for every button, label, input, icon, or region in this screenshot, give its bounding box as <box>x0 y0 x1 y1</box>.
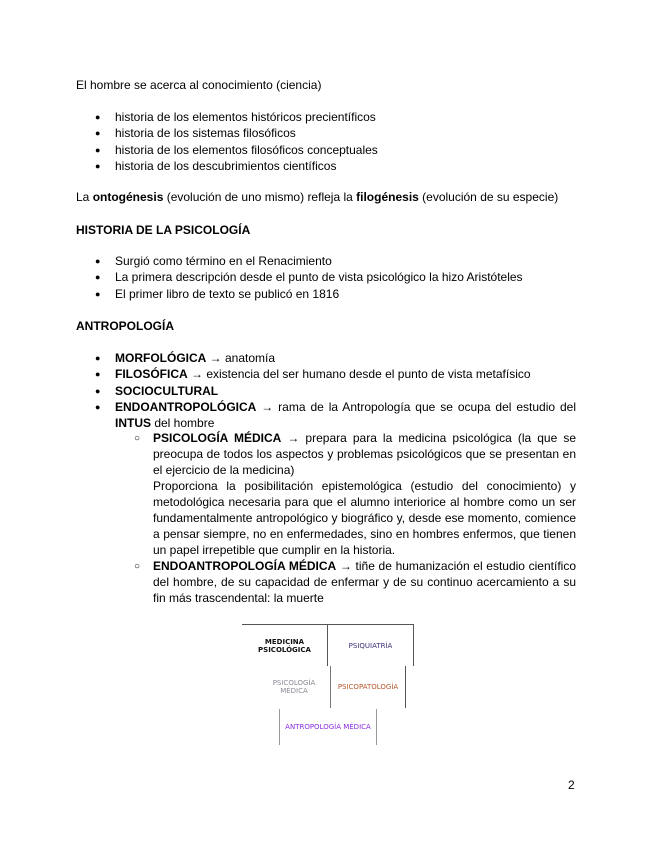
term: MORFOLÓGICA <box>115 351 207 365</box>
list-item-morfologica <box>76 350 576 366</box>
heading-antropologia: ANTROPOLOGÍA <box>76 319 174 333</box>
definition: → anatomía <box>206 351 276 365</box>
sublist-item-psicologia-medica <box>115 431 576 558</box>
list-item-filosofica <box>76 366 576 382</box>
term-ontogenesis: ontogénesis <box>92 190 164 204</box>
cell-psiquiatria: PSIQUIATRÍA <box>328 624 414 666</box>
endoantropologica-sublist <box>115 431 576 606</box>
list-item: ● Surgió como término en el Renacimiento <box>76 253 576 269</box>
list-item: ● historia de los descubrimientos científicos <box>76 158 576 174</box>
list-item: ● historia de los sistemas filosóficos <box>76 125 576 141</box>
cell-psicologia-medica: PSICOLOGÍA MÉDICA <box>258 666 331 708</box>
definition: → rama de la Antropología que se ocupa del estudio del <box>256 399 576 414</box>
psychology-history-list <box>76 253 576 302</box>
term-filogenesis: filogénesis <box>356 190 419 204</box>
list-item: ● historia de los elementos históricos precientíficos <box>76 109 576 125</box>
list-item-endoantropologica <box>76 399 576 607</box>
ontogenesis-paragraph <box>76 189 576 205</box>
intro-paragraph: El hombre se acerca al conocimiento (ciencia) <box>76 78 322 92</box>
history-elements-list <box>76 109 576 174</box>
cell-antropologia-medica: ANTROPOLOGÍA MÉDICA <box>279 709 377 745</box>
cell-medicina-psicologica: MEDICINA PSICOLÓGICA <box>242 624 328 666</box>
term: ENDOANTROPOLOGÍA MÉDICA <box>153 558 337 573</box>
text-segment: La <box>76 190 93 204</box>
anthropology-list <box>76 350 576 606</box>
term-intus: INTUS <box>115 416 151 431</box>
definition: → prepara para la medicina psicológica (la que se preocupa de todos los aspectos y problemas psicológicos que se presentan en el ejercicio de la medicina) <box>153 431 576 478</box>
heading-historia-psicologia: HISTORIA DE LA PSICOLOGÍA <box>76 223 251 237</box>
list-item: ● La primera descripción desde el punto de vista psicológico la hizo Aristóteles <box>76 269 576 285</box>
term: ENDOANTROPOLÓGICA <box>115 399 257 414</box>
page-number: 2 <box>568 778 575 792</box>
list-item: ● historia de los elementos filosóficos conceptuales <box>76 142 576 158</box>
definition: del hombre <box>151 416 215 431</box>
definition: → existencia del ser humano desde el punto de vista metafísico <box>187 367 531 382</box>
term: SOCIOCULTURAL <box>115 383 219 398</box>
list-item-sociocultural <box>76 383 576 399</box>
sublist-item-endoantropologia-medica <box>115 559 576 607</box>
text-segment: (evolución de su especie) <box>418 190 559 204</box>
text-segment: (evolución de uno mismo) refleja la <box>163 190 357 204</box>
definition: → tiñe de humanización el estudio científico del hombre, de su capacidad de enfermar y de su continuo acercamiento a su fin más trascendental: la muerte <box>153 558 576 605</box>
list-item: ● El primer libro de texto se publicó en 1816 <box>76 286 576 302</box>
term: FILOSÓFICA <box>115 367 188 382</box>
term: PSICOLOGÍA MÉDICA <box>153 431 282 446</box>
extra-paragraph: Proporciona la posibilitación epistemológica (estudio del conocimiento) y metodológica necesaria para que el alumno interiorice al hombre como un ser fundamentalmente antropológico y biográfico y, desde ese momento, comience a pensar siempre, no en enfermedades, sino en hombres enfermos, que tienen un papel irrepetible que cumplir en la historia. <box>153 479 576 557</box>
disciplines-diagram <box>242 624 414 746</box>
cell-psicopatologia: PSICOPATOLOGÍA <box>331 666 406 708</box>
